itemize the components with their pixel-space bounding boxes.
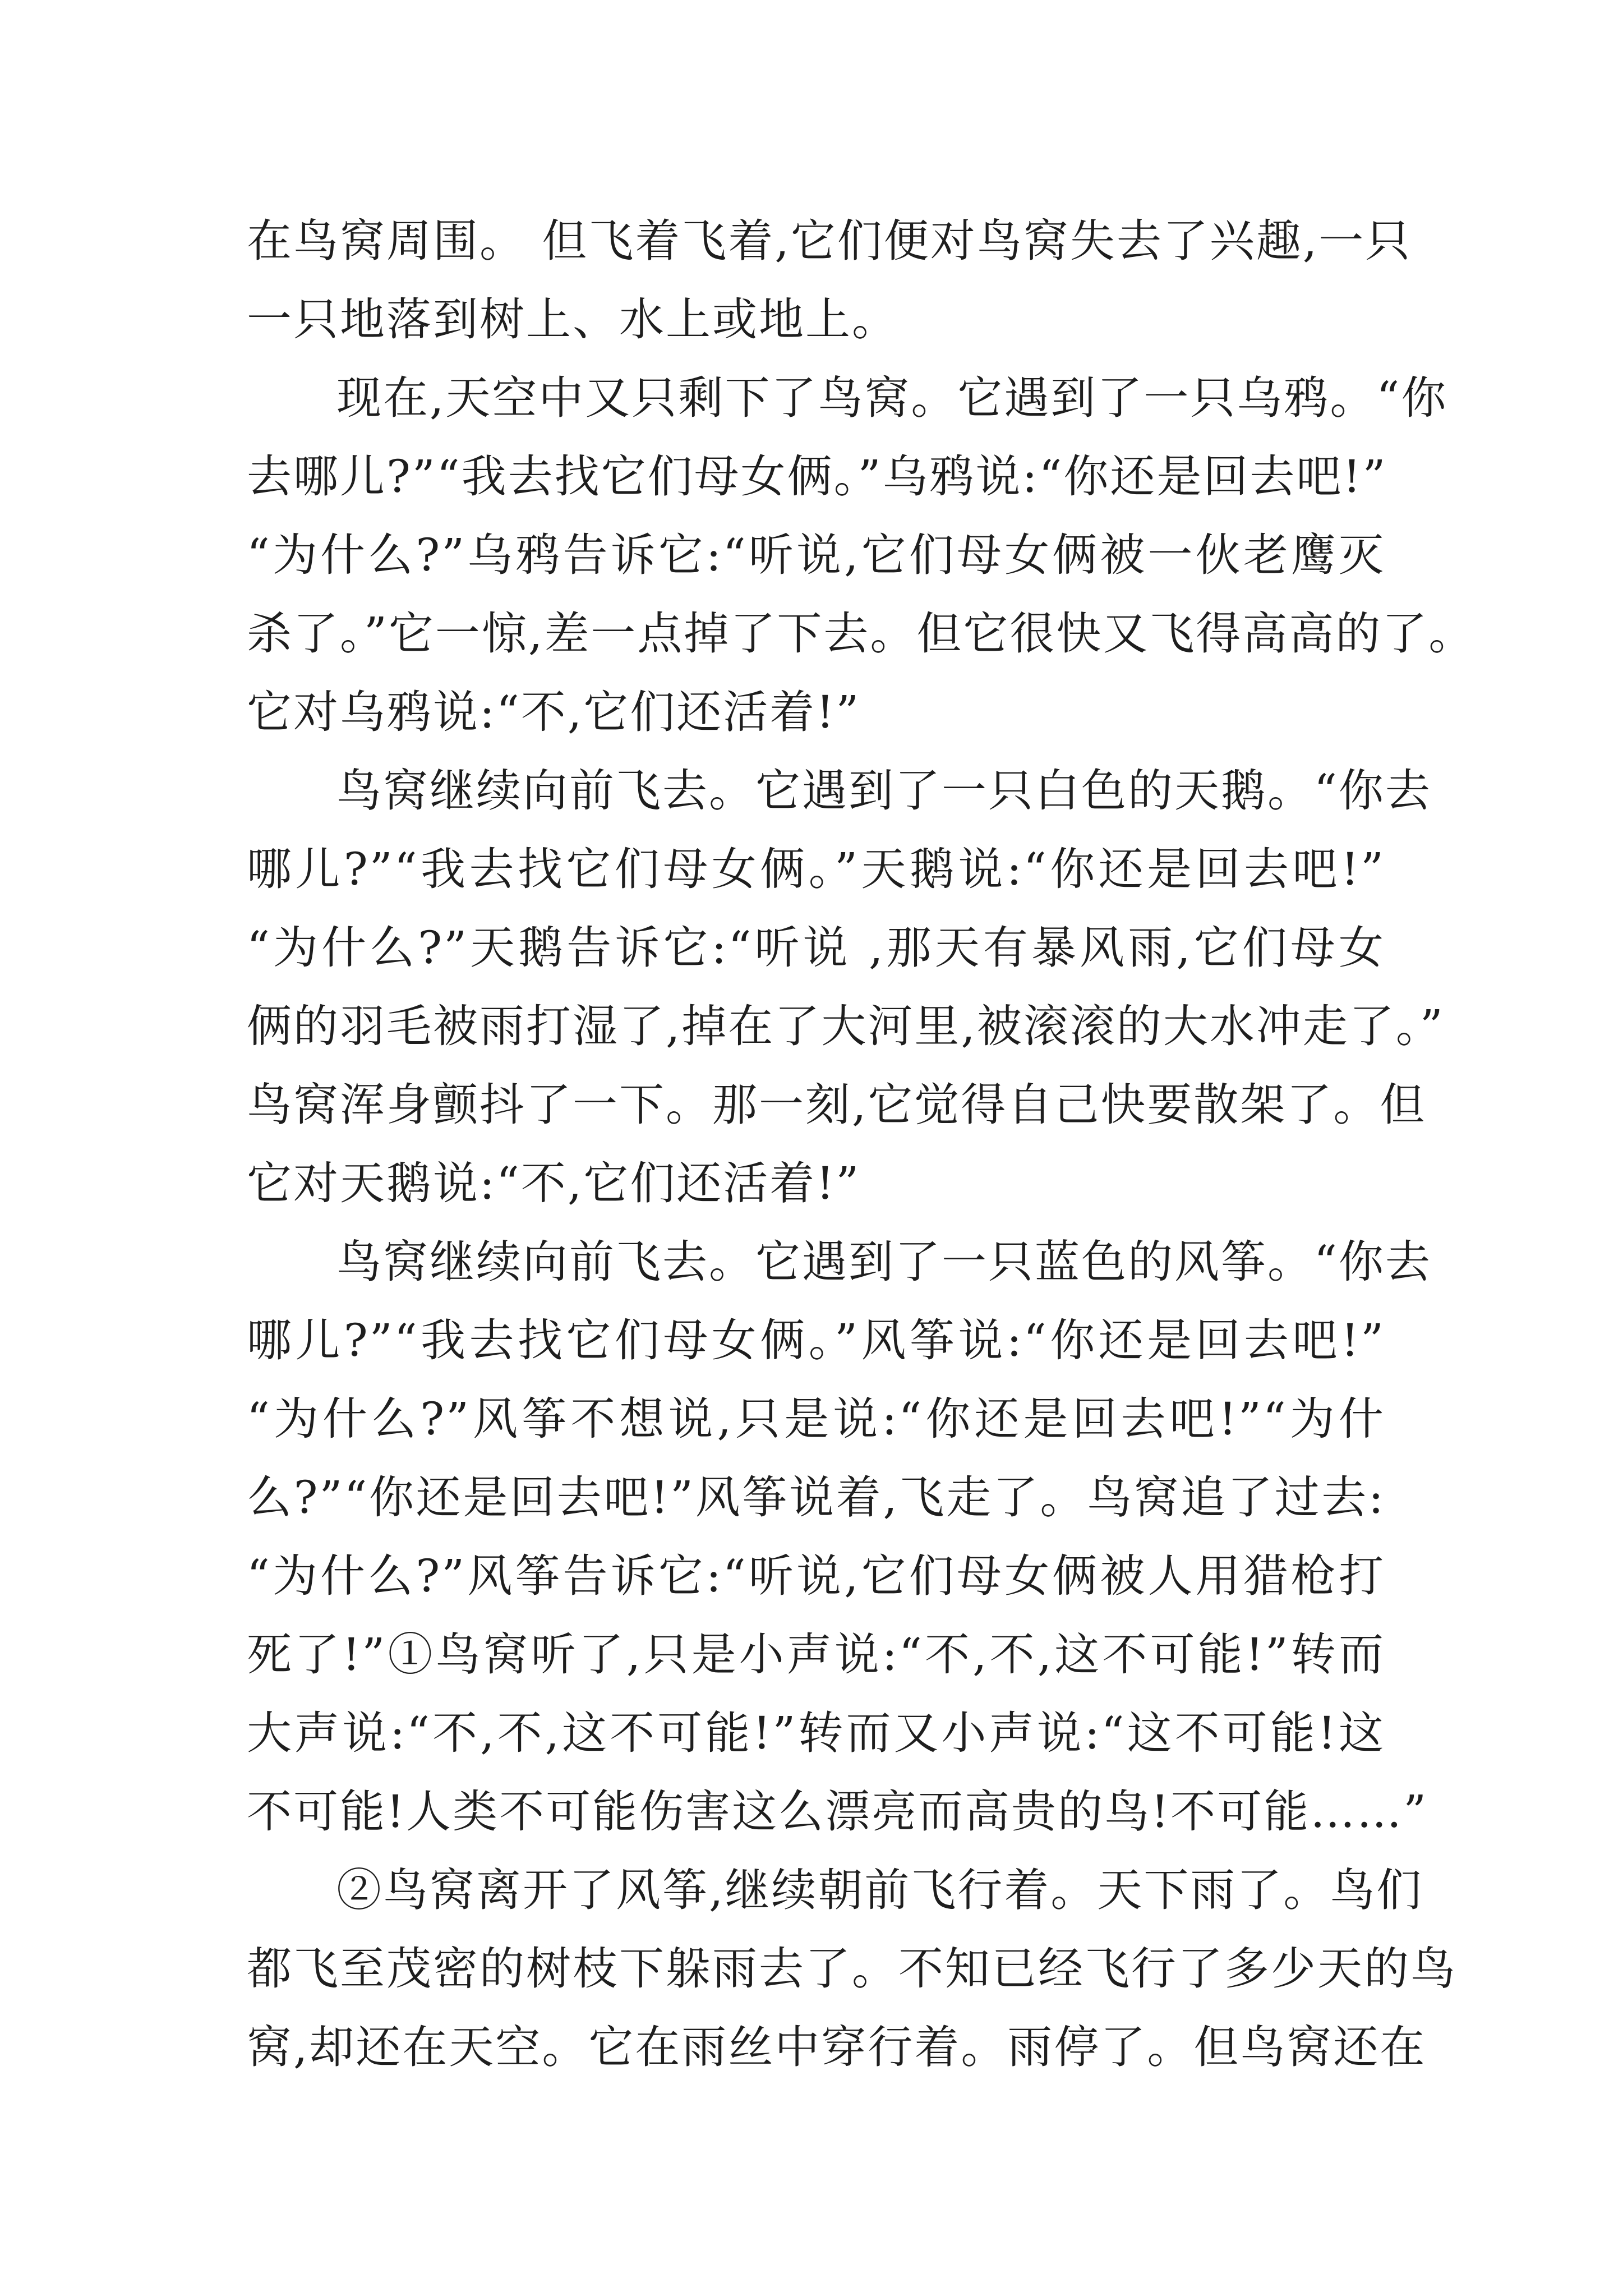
- text-line: 杀了。”它一惊,差一点掉了下去。但它很快又飞得高高的了。: [247, 608, 1476, 660]
- text-line: 不可能!人类不可能伤害这么漂亮而高贵的鸟!不可能……”: [247, 1786, 1428, 1838]
- text-line: 俩的羽毛被雨打湿了,掉在了大河里,被滚滚的大水冲走了。”: [247, 1000, 1445, 1052]
- text-line: ②鸟窝离开了风筝,继续朝前飞行着。天下雨了。鸟们: [336, 1864, 1423, 1916]
- text-line: “为什么?”乌鸦告诉它:“听说,它们母女俩被一伙老鹰灭: [247, 529, 1385, 581]
- text-line: 去哪儿?”“我去找它们母女俩。”乌鸦说:“你还是回去吧!”: [247, 450, 1387, 503]
- text-line: 哪儿?”“我去找它们母女俩。”天鹅说:“你还是回去吧!”: [247, 843, 1385, 895]
- text-line: 死了!”①鸟窝听了,只是小声说:“不,不,这不可能!”转而: [247, 1628, 1385, 1681]
- text-line: 大声说:“不,不,这不可能!”转而又小声说:“这不可能!这: [247, 1707, 1385, 1759]
- text-line: 在鸟窝周围。 但飞着飞着,它们便对鸟窝失去了兴趣,一只: [247, 215, 1412, 267]
- text-line: “为什么?”风筝告诉它:“听说,它们母女俩被人用猎枪打: [247, 1550, 1385, 1602]
- text-line: 都飞至茂密的树枝下躲雨去了。不知已经飞行了多少天的鸟: [247, 1943, 1457, 1995]
- text-line: 它对天鹅说:“不,它们还活着!”: [247, 1157, 861, 1209]
- text-line: 它对乌鸦说:“不,它们还活着!”: [247, 686, 861, 738]
- text-line: “为什么?”天鹅告诉它:“听说 ,那天有暴风雨,它们母女: [247, 922, 1385, 974]
- text-line: “为什么?”风筝不想说,只是说:“你还是回去吧!”“为什: [247, 1393, 1385, 1445]
- text-line: 么?”“你还是回去吧!”风筝说着,飞走了。鸟窝追了过去:: [247, 1471, 1385, 1524]
- text-line: 一只地落到树上、水上或地上。: [247, 293, 898, 346]
- text-line: 窝,却还在天空。它在雨丝中穿行着。雨停了。但鸟窝还在: [247, 2021, 1427, 2073]
- text-line: 现在,天空中又只剩下了鸟窝。它遇到了一只乌鸦。“你: [336, 372, 1448, 424]
- story-text: [247, 202, 1476, 2087]
- text-line: 鸟窝浑身颤抖了一下。那一刻,它觉得自己快要散架了。但: [247, 1079, 1427, 1131]
- text-line: 鸟窝继续向前飞去。它遇到了一只白色的天鹅。“你去: [336, 765, 1432, 817]
- text-line: 鸟窝继续向前飞去。它遇到了一只蓝色的风筝。“你去: [336, 1236, 1432, 1288]
- text-line: 哪儿?”“我去找它们母女俩。”风筝说:“你还是回去吧!”: [247, 1314, 1385, 1366]
